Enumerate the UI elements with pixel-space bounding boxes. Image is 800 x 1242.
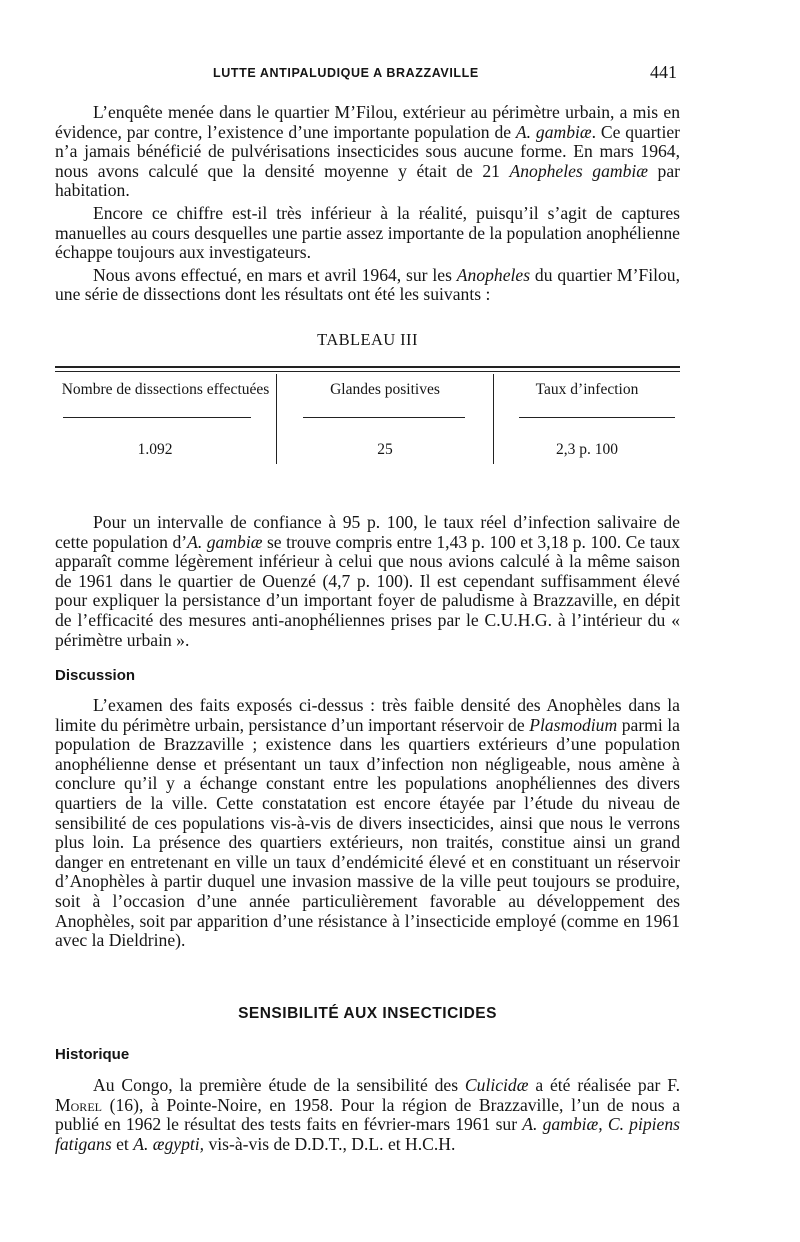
species-name: A. gambiæ <box>515 121 592 142</box>
heading-discussion: Discussion <box>55 667 136 684</box>
paragraph-captures: Encore ce chiffre est-il très inférieur à la réalité, puisqu’il s’agit de captures manuelles au cours desquelles une partie assez importante de la population anophélienne échappe toujours aux investigateurs. <box>55 202 680 263</box>
page-number: 441 <box>650 62 677 82</box>
table-top-rule <box>55 366 680 368</box>
header-underline <box>519 417 675 418</box>
table-header-rate: Taux d’infection <box>535 381 639 398</box>
running-title: LUTTE ANTIPALUDIQUE A BRAZZAVILLE <box>213 66 479 80</box>
table-header-glands: Glandes positives <box>330 381 440 398</box>
table-cell-rate: 2,3 p. 100 <box>556 441 618 458</box>
body-text-discussion <box>55 696 680 951</box>
results-table <box>55 366 680 472</box>
section-title: SENSIBILITÉ AUX INSECTICIDES <box>238 1005 497 1022</box>
paragraph-historique: Au Congo, la première étude de la sensibilité des Culicidæ a été réalisée par F. Morel (16), à Pointe-Noire, en 1958. Pour la région de Brazzaville, l’un de nous a publié en 1962 le résultat des tests faits en février-mars 1961 sur A. gambiæ, C. pipiens fatigans et A. ægypti, vis-à-vis de D.D.T., D.L. et H.C.H. <box>55 1075 681 1154</box>
body-text-top <box>55 103 680 305</box>
paragraph-dissections: Nous avons effectué, en mars et avril 1964, sur les Anopheles du quartier M’Filou, une série de dissections dont les résultats ont été les suivants : <box>55 264 680 305</box>
header-underline <box>63 417 251 418</box>
species-names: A. gambiæ, C. pipiens fatigans <box>55 1114 680 1154</box>
species-name: A. gambiæ <box>187 531 263 552</box>
body-text-confidence <box>55 513 680 650</box>
table-cell-dissections: 1.092 <box>137 441 173 458</box>
heading-historique: Historique <box>55 1046 130 1063</box>
table-header-dissections: Nombre de dissections effectuées <box>61 381 270 398</box>
author-name: Morel <box>55 1094 102 1115</box>
body-text-historique <box>55 1076 680 1154</box>
header-underline <box>303 417 465 418</box>
table-title: TABLEAU III <box>317 330 418 349</box>
species-name: Anopheles gambiæ <box>509 160 649 181</box>
genus-name: Anopheles <box>456 264 531 285</box>
table-cell-glands: 25 <box>377 441 393 458</box>
family-name: Culicidæ <box>464 1075 529 1095</box>
paragraph-confidence: Pour un intervalle de confiance à 95 p. 100, le taux réel d’infection salivaire de cette population d’A. gambiæ se trouve compris entre 1,43 p. 100 et 3,18 p. 100. Ce taux apparaît comme légèrement inférieur à celui que nous avions calculé à la même saison de 1961 dans le quartier de Ouenzé (4,7 p. 100). Il est cependant suffisamment élevé pour expliquer la persistance d’un important foyer de paludisme à Brazzaville, en dépit de l’efficacité des mesures anti-anophéliennes prises par le C.U.H.G. à l’intérieur du « périmètre urbain ». <box>55 512 680 650</box>
species-name: A. ægypti, <box>133 1133 205 1154</box>
genus-name: Plasmodium <box>529 714 618 735</box>
table-top-rule-thin <box>55 371 680 372</box>
paragraph-mfilou: L’enquête menée dans le quartier M’Filou, extérieur au périmètre urbain, a mis en évidence, par contre, l’existence d’une importante population de A. gambiæ. Ce quartier n’a jamais bénéficié de pulvérisations insecticides sous aucune forme. En mars 1964, nous avons calculé que la densité moyenne y était de 21 Anopheles gambiæ par habitation. <box>55 102 680 201</box>
paragraph-discussion: L’examen des faits exposés ci-dessus : très faible densité des Anophèles dans la limite du périmètre urbain, persistance d’un important réservoir de Plasmodium parmi la population de Brazzaville ; existence dans les quartiers extérieurs d’une population anophélienne dense et présentant un taux d’infection non négligeable, nous amène à conclure qu’il y a échange constant entre les populations anophéliennes des divers quartiers de la ville. Cette constatation est encore étayée par l’étude du niveau de sensibilité de ces populations vis-à-vis de divers insecticides, ainsi que nous le verrons plus loin. La présence des quartiers extérieurs, non traités, constitue ainsi un grand danger en entretenant en ville un taux d’endémicité élevé et en constituant un réservoir d’Anophèles à partir duquel une invasion massive de la ville peut toujours se produire, soit à l’occasion d’une année particulièrement favorable au développement des Anophèles, soit par apparition d’une résistance à l’insecticide employé (comme en 1961 avec la Dieldrine). <box>55 695 680 951</box>
